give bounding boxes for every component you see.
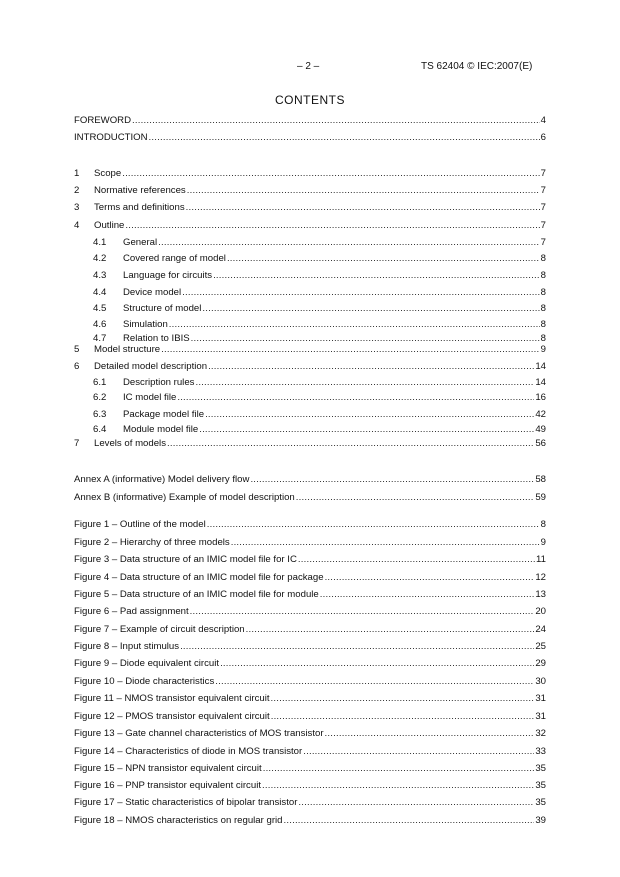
toc-leader-dots	[246, 624, 535, 635]
toc-entry-page: 24	[535, 624, 546, 635]
toc-entry-number: 1	[74, 168, 80, 179]
toc-entry-page: 8	[540, 253, 546, 264]
toc-entry[interactable]	[74, 763, 546, 777]
toc-entry-page: 14	[535, 361, 546, 372]
toc-leader-dots	[187, 185, 540, 196]
toc-entry-page: 20	[535, 606, 546, 617]
toc-entry-page: 8	[540, 333, 546, 344]
toc-leader-dots	[125, 220, 539, 231]
toc-entry-title: Figure 7 – Example of circuit description	[74, 624, 245, 635]
toc-entry[interactable]	[74, 815, 546, 829]
toc-entry-page: 7	[540, 202, 546, 213]
toc-entry-title: General	[123, 237, 158, 248]
toc-entry-number: 6.1	[93, 377, 107, 388]
toc-leader-dots	[220, 658, 534, 669]
toc-entry[interactable]	[74, 780, 546, 794]
toc-leader-dots	[320, 589, 535, 600]
toc-entry-number: 7	[74, 438, 80, 449]
toc-entry[interactable]	[74, 711, 546, 725]
toc-entry[interactable]	[74, 409, 546, 423]
toc-entry-page: 39	[535, 815, 546, 826]
toc-entry-title: Normative references	[94, 185, 186, 196]
toc-entry[interactable]	[74, 202, 546, 216]
toc-entry[interactable]	[74, 392, 546, 406]
toc-entry-number: 6.4	[93, 424, 107, 435]
toc-leader-dots	[208, 361, 534, 372]
toc-entry[interactable]	[74, 589, 546, 603]
toc-entry-page: 32	[535, 728, 546, 739]
toc-entry-page: 7	[540, 237, 546, 248]
toc-entry-title: Figure 18 – NMOS characteristics on regular grid	[74, 815, 283, 826]
toc-entry-page: 8	[540, 519, 546, 530]
toc-entry-page: 13	[535, 589, 546, 600]
toc-entry-title: Relation to IBIS	[123, 333, 190, 344]
toc-entry[interactable]	[74, 287, 546, 301]
toc-entry[interactable]	[74, 572, 546, 586]
toc-leader-dots	[227, 253, 540, 264]
toc-entry-page: 56	[535, 438, 546, 449]
toc-entry-title: Figure 10 – Diode characteristics	[74, 676, 215, 687]
toc-entry-title: Figure 11 – NMOS transistor equivalent circuit	[74, 693, 270, 704]
toc-entry[interactable]	[74, 693, 546, 707]
toc-entry[interactable]	[74, 554, 546, 568]
toc-leader-dots	[215, 676, 534, 687]
toc-entry[interactable]	[74, 253, 546, 267]
toc-entry-title: Figure 16 – PNP transistor equivalent circuit	[74, 780, 261, 791]
toc-leader-dots	[167, 438, 534, 449]
toc-leader-dots	[202, 303, 539, 314]
toc-entry-page: 7	[540, 185, 546, 196]
toc-entry[interactable]	[74, 377, 546, 391]
toc-leader-dots	[250, 474, 534, 485]
toc-entry-number: 4	[74, 220, 80, 231]
toc-leader-dots	[283, 815, 534, 826]
toc-leader-dots	[205, 409, 534, 420]
toc-entry-page: 35	[535, 780, 546, 791]
toc-entry-number: 4.3	[93, 270, 107, 281]
toc-entry-title: Figure 1 – Outline of the model	[74, 519, 206, 530]
toc-entry-number: 3	[74, 202, 80, 213]
toc-entry-title: Figure 6 – Pad assignment	[74, 606, 189, 617]
toc-leader-dots	[149, 132, 540, 143]
toc-entry-title: Figure 4 – Data structure of an IMIC model file for package	[74, 572, 324, 583]
toc-entry-title: Covered range of model	[123, 253, 226, 264]
toc-entry-title: Figure 8 – Input stimulus	[74, 641, 180, 652]
toc-leader-dots	[298, 797, 534, 808]
toc-leader-dots	[132, 115, 540, 126]
toc-entry-page: 31	[535, 711, 546, 722]
toc-entry-number: 6.3	[93, 409, 107, 420]
toc-entry-title: Terms and definitions	[94, 202, 185, 213]
toc-leader-dots	[262, 780, 534, 791]
toc-entry-page: 8	[540, 287, 546, 298]
toc-leader-dots	[325, 728, 535, 739]
toc-entry-title: Figure 14 – Characteristics of diode in MOS transistor	[74, 746, 303, 757]
toc-leader-dots	[325, 572, 535, 583]
toc-entry-title: Description rules	[123, 377, 195, 388]
toc-entry-page: 35	[535, 797, 546, 808]
toc-entry-title: Structure of model	[123, 303, 202, 314]
toc-leader-dots	[161, 344, 540, 355]
toc-leader-dots	[298, 554, 535, 565]
toc-entry-page: 6	[540, 132, 546, 143]
toc-entry-page: 33	[535, 746, 546, 757]
toc-entry-title: Figure 9 – Diode equivalent circuit	[74, 658, 220, 669]
toc-leader-dots	[177, 392, 534, 403]
toc-entry-page: 25	[535, 641, 546, 652]
toc-entry-page: 30	[535, 676, 546, 687]
toc-entry-page: 4	[540, 115, 546, 126]
toc-entry-title: Figure 13 – Gate channel characteristics of MOS transistor	[74, 728, 324, 739]
toc-entry-title: Figure 2 – Hierarchy of three models	[74, 537, 230, 548]
toc-entry-title: Annex B (informative) Example of model description	[74, 492, 295, 503]
toc-entry[interactable]	[74, 185, 546, 199]
toc-entry-title: Detailed model description	[94, 361, 208, 372]
toc-entry[interactable]	[74, 344, 546, 358]
toc-entry-number: 4.7	[93, 333, 107, 344]
toc-entry-page: 7	[540, 168, 546, 179]
toc-leader-dots	[122, 168, 539, 179]
toc-entry[interactable]	[74, 624, 546, 638]
toc-entry[interactable]	[74, 746, 546, 760]
toc-entry-title: INTRODUCTION	[74, 132, 148, 143]
toc-entry-number: 4.5	[93, 303, 107, 314]
toc-leader-dots	[303, 746, 534, 757]
toc-entry-title: Figure 15 – NPN transistor equivalent circuit	[74, 763, 262, 774]
toc-entry[interactable]	[74, 606, 546, 620]
toc-entry-number: 4.2	[93, 253, 107, 264]
toc-entry-title: IC model file	[123, 392, 177, 403]
toc-entry[interactable]	[74, 424, 546, 438]
toc-entry[interactable]	[74, 132, 546, 146]
toc-entry-page: 12	[535, 572, 546, 583]
toc-entry-page: 9	[540, 537, 546, 548]
toc-leader-dots	[186, 202, 540, 213]
toc-entry[interactable]	[74, 220, 546, 234]
toc-entry-title: Package model file	[123, 409, 205, 420]
toc-leader-dots	[263, 763, 535, 774]
toc-leader-dots	[207, 519, 540, 530]
toc-entry-number: 5	[74, 344, 80, 355]
toc-entry-page: 9	[540, 344, 546, 355]
toc-entry-title: Annex A (informative) Model delivery flow	[74, 474, 250, 485]
toc-entry-page: 42	[535, 409, 546, 420]
toc-entry-page: 31	[535, 693, 546, 704]
toc-entry-title: Model structure	[94, 344, 161, 355]
toc-entry-page: 35	[535, 763, 546, 774]
toc-entry-page: 49	[535, 424, 546, 435]
toc-entry[interactable]	[74, 361, 546, 375]
toc-entry[interactable]	[74, 641, 546, 655]
toc-leader-dots	[182, 287, 540, 298]
toc-entry-number: 6.2	[93, 392, 107, 403]
toc-entry-page: 7	[540, 220, 546, 231]
toc-entry-title: Figure 12 – PMOS transistor equivalent circuit	[74, 711, 270, 722]
toc-entry[interactable]	[74, 115, 546, 129]
toc-entry[interactable]	[74, 474, 546, 488]
toc-leader-dots	[169, 319, 540, 330]
toc-entry[interactable]	[74, 728, 546, 742]
toc-entry-page: 58	[535, 474, 546, 485]
toc-entry-number: 4.4	[93, 287, 107, 298]
toc-entry[interactable]	[74, 303, 546, 317]
toc-entry[interactable]	[74, 658, 546, 672]
toc-leader-dots	[180, 641, 534, 652]
toc-leader-dots	[199, 424, 534, 435]
toc-entry-title: Figure 5 – Data structure of an IMIC model file for module	[74, 589, 319, 600]
page-number-header: – 2 –	[297, 61, 320, 72]
toc-entry-page: 11	[536, 554, 546, 565]
toc-entry-page: 8	[540, 270, 546, 281]
toc-entry-title: Simulation	[123, 319, 168, 330]
toc-entry-title: Scope	[94, 168, 122, 179]
toc-leader-dots	[195, 377, 534, 388]
toc-leader-dots	[296, 492, 535, 503]
toc-entry[interactable]	[74, 237, 546, 251]
toc-leader-dots	[271, 693, 535, 704]
toc-leader-dots	[158, 237, 540, 248]
toc-leader-dots	[191, 333, 540, 344]
toc-entry-page: 8	[540, 303, 546, 314]
toc-entry-page: 14	[535, 377, 546, 388]
toc-entry[interactable]	[74, 519, 546, 533]
toc-entry-number: 4.1	[93, 237, 107, 248]
toc-entry[interactable]	[74, 438, 546, 452]
toc-entry-page: 16	[535, 392, 546, 403]
toc-entry[interactable]	[74, 319, 546, 333]
toc-entry-title: FOREWORD	[74, 115, 132, 126]
toc-entry[interactable]	[74, 537, 546, 551]
toc-entry-title: Levels of models	[94, 438, 166, 449]
toc-entry-title: Language for circuits	[123, 270, 213, 281]
toc-entry[interactable]	[74, 270, 546, 284]
toc-entry[interactable]	[74, 168, 546, 182]
toc-entry-title: Module model file	[123, 424, 199, 435]
toc-leader-dots	[190, 606, 535, 617]
toc-leader-dots	[231, 537, 540, 548]
toc-entry[interactable]	[74, 676, 546, 690]
toc-leader-dots	[271, 711, 535, 722]
toc-entry[interactable]	[74, 492, 546, 506]
toc-entry-title: Figure 17 – Static characteristics of bipolar transistor	[74, 797, 298, 808]
toc-entry-title: Device model	[123, 287, 182, 298]
toc-entry-page: 8	[540, 319, 546, 330]
document-id-header: TS 62404 © IEC:2007(E)	[421, 61, 533, 72]
toc-entry-number: 2	[74, 185, 80, 196]
toc-entry-page: 59	[535, 492, 546, 503]
page-title: CONTENTS	[275, 93, 345, 107]
toc-entry-title: Outline	[94, 220, 125, 231]
toc-entry-page: 29	[535, 658, 546, 669]
toc-entry-number: 6	[74, 361, 80, 372]
toc-entry[interactable]	[74, 797, 546, 811]
toc-entry-number: 4.6	[93, 319, 107, 330]
toc-entry-title: Figure 3 – Data structure of an IMIC model file for IC	[74, 554, 297, 565]
toc-leader-dots	[213, 270, 540, 281]
